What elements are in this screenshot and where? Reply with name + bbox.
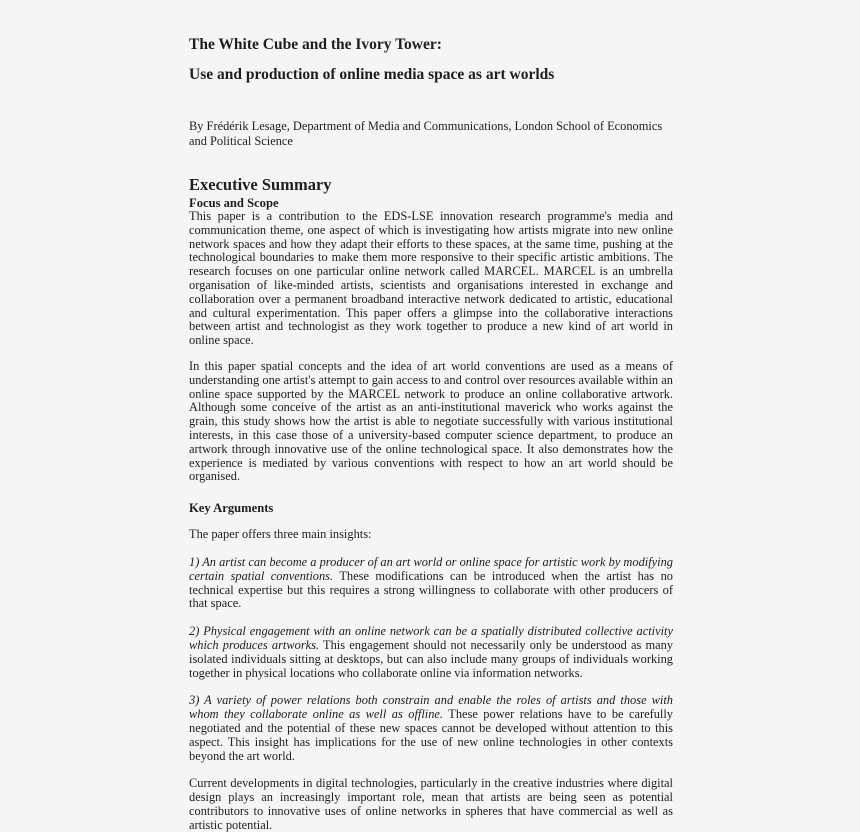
insight-1-text: These modifications can be introduced when the artist has no technical expertise but this requires a strong willingness to collaborate with other producers of that space. — [189, 568, 673, 611]
insight-2-lead: 2) Physical engagement with an online network can be a spatially distributed collective activity which produces artworks. — [189, 624, 673, 652]
insight-2-text: This engagement should not necessarily only be understood as many isolated individuals sitting at desktops, but can also include many groups of individuals working together in physical locations who collaborate online via information networks. — [189, 637, 674, 680]
subsection-heading-focus-and-scope: Focus and Scope — [189, 196, 279, 210]
document-subtitle: Use and production of online media space as art worlds — [189, 66, 555, 83]
focus-and-scope-paragraph-1: This paper is a contribution to the EDS-LSE innovation research programme's media and communication theme, one aspect of which is investigating how artists migrate into new online network spaces and how they adapt their efforts to these spaces, at the same time, pushing at the technological boundaries to make them more responsive to their specific artistic ambitions. The research focuses on one particular online network called MARCEL. MARCEL is an umbrella organisation of like-minded artists, scientists and organisations interested in exchange and collaboration over a permanent broadband interactive network dedicated to artistic, educational and cultural experimentation. This paper offers a glimpse into the collaborative interactions between artist and technologist as they work together to produce a new kind of art world in online space. — [189, 209, 673, 348]
subsection-heading-key-arguments: Key Arguments — [189, 501, 274, 516]
byline: By Frédérik Lesage, Department of Media and Communications, London School of Economics and Political Science — [189, 119, 663, 148]
insight-3-lead: 3) A variety of power relations both constrain and enable the roles of artists and those with whom they collaborate online as well as offline. — [189, 693, 673, 722]
insight-3-text: These power relations have to be carefully negotiated and the potential of these new spaces cannot be developed without attention to this aspect. This insight has implications for the use of new online technologies in other contexts beyond the art world. — [189, 707, 673, 763]
insight-paragraph-1 — [189, 556, 673, 611]
document-title: The White Cube and the Ivory Tower: — [189, 36, 442, 53]
section-heading-executive-summary: Executive Summary — [189, 175, 332, 194]
closing-paragraph: Current developments in digital technologies, particularly in the creative industries where digital design plays an increasingly important role, mean that artists are being seen as potential contributors to innovative uses of online networks in spheres that have commercial as well as artistic potential. — [189, 776, 673, 832]
insight-paragraph-3 — [189, 694, 673, 763]
insight-1-lead: 1) An artist can become a producer of an art world or online space for artistic work by modifying certain spatial conventions. — [189, 554, 673, 583]
key-arguments-intro: The paper offers three main insights: — [189, 527, 372, 542]
insight-paragraph-2 — [189, 625, 673, 680]
focus-and-scope-paragraph-2: In this paper spatial concepts and the idea of art world conventions are used as a means of understanding one artist's attempt to gain access to and control over resources available within an online space supported by the MARCEL network to produce an online collaborative artwork. Although some conceive of the artist as an anti-institutional maverick who works against the grain, this study shows how the artist is able to negotiate successfully with various institutional interests, in this case those of a university-based computer science department, to produce an artwork through innovative use of the online technological space. It also demonstrates how the experience is mediated by various conventions with respect to how an art world should be organised. — [189, 358, 673, 484]
